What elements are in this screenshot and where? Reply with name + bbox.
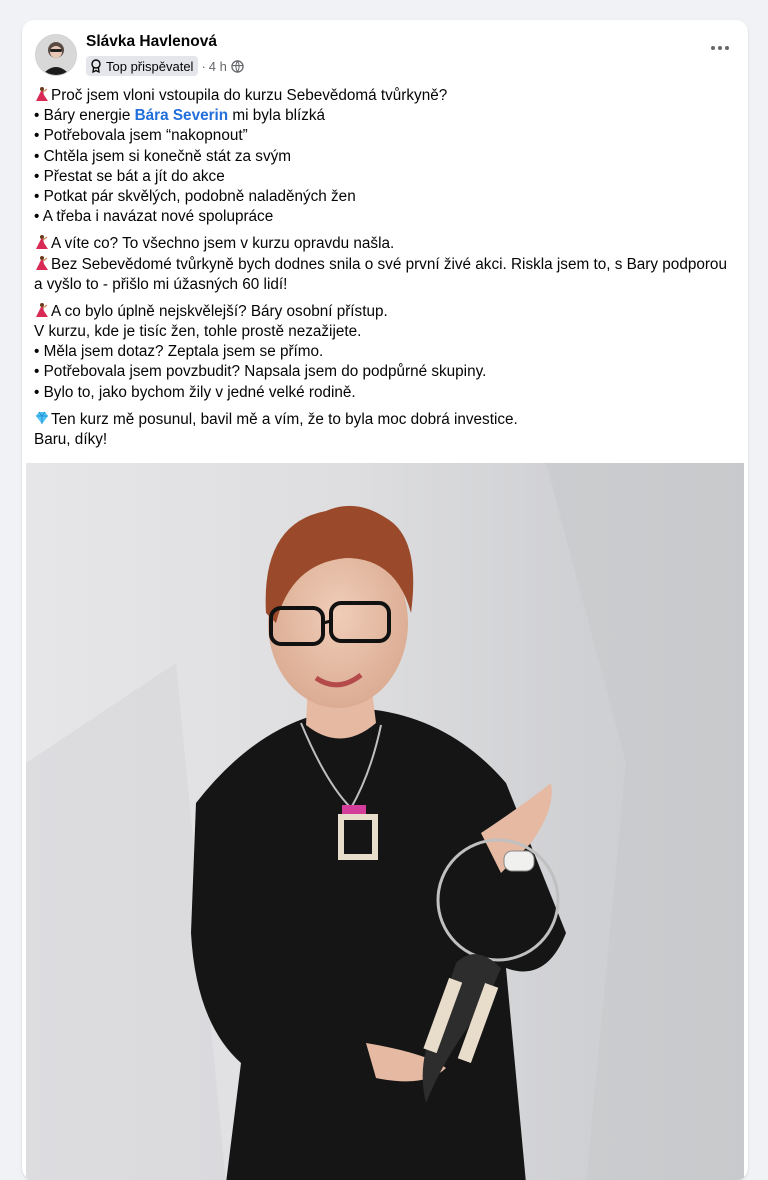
globe-icon[interactable] bbox=[231, 60, 244, 73]
text-line-content: Bez Sebevědomé tvůrkyně bych dodnes snila o své první živé akci. Riskla jsem to, s Bary podporou a vyšlo to - přišlo mi úžasných 60 lidí! bbox=[34, 255, 727, 293]
text-line-content: A co bylo úplně nejskvělejší? Báry osobní přístup. bbox=[51, 302, 388, 320]
text-line: • Přestat se bát a jít do akce bbox=[34, 167, 225, 185]
text-line: • Potřebovala jsem povzbudit? Napsala jsem do podpůrné skupiny. bbox=[34, 363, 487, 381]
text-line-content: mi byla blízká bbox=[228, 107, 326, 125]
text-line bbox=[34, 234, 734, 254]
gem-emoji bbox=[34, 410, 50, 426]
text-line-content: Ten kurz mě posunul, bavil mě a vím, že to byla moc dobrá investice. bbox=[51, 410, 518, 428]
more-dot bbox=[718, 46, 722, 50]
text-line: • Měla jsem dotaz? Zeptala jsem se přímo. bbox=[34, 343, 324, 361]
text-line bbox=[34, 106, 734, 126]
text-line-content: • Báry energie bbox=[34, 107, 135, 125]
paragraph-gap bbox=[34, 227, 734, 234]
text-line-content: Proč jsem vloni vstoupila do kurzu Sebevědomá tvůrkyně? bbox=[51, 87, 448, 104]
text-line: Baru, díky! bbox=[34, 431, 108, 449]
text-line: • Potkat pár skvělých, podobně naladěných žen bbox=[34, 187, 356, 205]
more-options-icon bbox=[711, 46, 715, 50]
dancer-emoji bbox=[34, 302, 50, 318]
post-header bbox=[22, 20, 748, 80]
text-line: • A třeba i navázat nové spolupráce bbox=[34, 208, 274, 226]
text-line: • Bylo to, jako bychom žily v jedné velké rodině. bbox=[34, 383, 356, 401]
text-line-content: A víte co? To všechno jsem v kurzu opravdu našla. bbox=[51, 235, 395, 253]
text-line bbox=[34, 410, 734, 430]
more-options-button[interactable] bbox=[706, 38, 734, 58]
post-time[interactable]: 4 h bbox=[208, 58, 227, 74]
text-line bbox=[34, 255, 734, 295]
badge-label: Top přispěvatel bbox=[106, 58, 194, 74]
paragraph-gap bbox=[34, 295, 734, 302]
post-meta bbox=[86, 56, 244, 76]
post-card bbox=[22, 20, 748, 1180]
post-photo[interactable] bbox=[26, 463, 744, 1180]
contributor-badge[interactable] bbox=[86, 56, 198, 76]
post-text bbox=[34, 86, 734, 450]
meta-separator: · bbox=[201, 58, 206, 74]
author-name[interactable]: Slávka Havlenová bbox=[86, 33, 217, 50]
avatar[interactable] bbox=[35, 34, 77, 76]
avatar-photo bbox=[36, 35, 76, 75]
text-line bbox=[34, 302, 734, 322]
text-line bbox=[34, 86, 734, 106]
dancer-emoji bbox=[34, 234, 50, 250]
text-line: • Potřebovala jsem “nakopnout” bbox=[34, 127, 248, 145]
mention-link[interactable]: Bára Severin bbox=[134, 107, 229, 125]
text-line: V kurzu, kde je tisíc žen, tohle prostě nezažijete. bbox=[34, 323, 362, 341]
text-line: • Chtěla jsem si konečně stát za svým bbox=[34, 147, 291, 165]
woman-with-award-photo bbox=[26, 463, 744, 1180]
dancer-emoji bbox=[34, 86, 50, 102]
more-dot bbox=[725, 46, 729, 50]
paragraph-gap bbox=[34, 403, 734, 410]
contributor-badge-icon bbox=[90, 59, 102, 73]
dancer-emoji bbox=[34, 255, 50, 271]
